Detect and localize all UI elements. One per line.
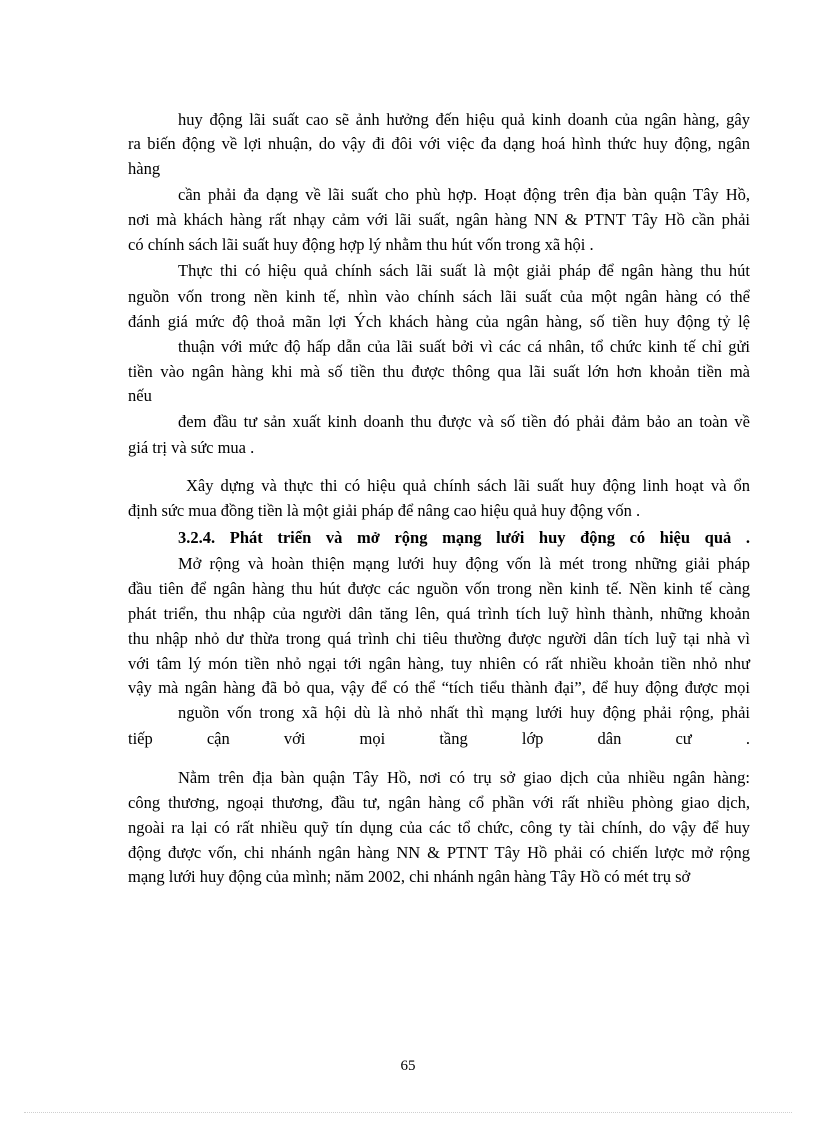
page-number: 65 [400, 1058, 416, 1074]
text-line: đem đầu tư sản xuất kinh doanh thu được và số tiền đó phải đảm bảo an toàn về [178, 412, 750, 431]
text-line: định sức mua đồng tiền là một giải pháp để nâng cao hiệu quả huy động vốn . [128, 501, 641, 520]
text-line: phát triển, thu nhập của người dân tăng lên, quá trình tích luỹ hình thành, những khoản [128, 604, 750, 623]
text-line: cần phải đa dạng về lãi suất cho phù hợp. Hoạt động trên địa bàn quận Tây Hồ, [178, 185, 750, 204]
text-line: với tâm lý món tiền nhỏ ngại tới ngân hàng, tuy nhiên có rất nhiều khoản tiền nhỏ như [128, 654, 750, 673]
text-line: Mở rộng và hoàn thiện mạng lưới huy động vốn là mét trong những giải pháp [178, 554, 750, 573]
text-line: có chính sách lãi suất huy động hợp lý nhằm thu hút vốn trong xã hội . [128, 235, 594, 254]
text-line: Thực thi có hiệu quả chính sách lãi suất là một giải pháp để ngân hàng thu hút [178, 261, 750, 280]
text-line: Nằm trên địa bàn quận Tây Hồ, nơi có trụ sở giao dịch của nhiều ngân hàng: [178, 768, 750, 787]
text-line: thuận với mức độ hấp dẫn của lãi suất bởi vì các cá nhân, tổ chức kinh tế chỉ gửi [178, 337, 750, 356]
text-line: vậy mà ngân hàng đã bỏ qua, vậy để có thể “tích tiểu thành đại”, để huy động được mọi [128, 678, 750, 697]
section-heading: 3.2.4. Phát triển và mở rộng mạng lưới huy động có hiệu quả . [178, 528, 750, 547]
text-line: ngoài ra lại có rất nhiều quỹ tín dụng của các tổ chức, công ty tài chính, do vậy để huy [128, 818, 750, 837]
text-line: thu nhập nhỏ dư thừa trong quá trình chi tiêu thường được người dân tích luỹ tại nhà vì [128, 629, 750, 648]
text-line: nguồn vốn trong xã hội dù là nhỏ nhất thì mạng lưới huy động phải rộng, phải [178, 703, 750, 722]
text-line: đánh giá mức độ thoả mãn lợi Ých khách hàng của ngân hàng, số tiền huy động tỷ lệ [128, 312, 750, 331]
text-line: tiếp cận với mọi tầng lớp dân cư . [128, 729, 750, 748]
text-line: động được vốn, chi nhánh ngân hàng NN & PTNT Tây Hồ phải có chiến lược mở rộng [128, 843, 750, 862]
text-line: ra biến động về lợi nhuận, do vậy đi đôi với việc đa dạng hoá hình thức huy động, ngân [128, 134, 750, 153]
text-line: công thương, ngoại thương, đầu tư, ngân hàng cổ phần với rất nhiều phòng giao dịch, [128, 793, 750, 812]
text-line: đầu tiên để ngân hàng thu hút được các nguồn vốn trong nền kinh tế. Nền kinh tế càng [128, 579, 750, 598]
text-line: mạng lưới huy động của mình; năm 2002, chi nhánh ngân hàng Tây Hồ có mét trụ sở [128, 867, 691, 886]
text-line: nếu [128, 386, 152, 405]
text-line: nơi mà khách hàng rất nhạy cảm với lãi suất, ngân hàng NN & PTNT Tây Hồ cần phải [128, 210, 750, 229]
page-bottom-rule [24, 1112, 792, 1113]
text-line: hàng [128, 159, 161, 178]
text-line: nguồn vốn trong nền kinh tế, nhìn vào chính sách lãi suất của một ngân hàng có thể [128, 287, 750, 306]
text-line: Xây dựng và thực thi có hiệu quả chính sách lãi suất huy động linh hoạt và ổn [186, 476, 750, 495]
text-line: giá trị và sức mua . [128, 438, 255, 457]
text-line: tiền vào ngân hàng khi mà số tiền thu được thông qua lãi suất lớn hơn khoản tiền mà [128, 362, 750, 381]
text-line: huy động lãi suất cao sẽ ảnh hưởng đến hiệu quả kinh doanh của ngân hàng, gây [178, 110, 750, 129]
